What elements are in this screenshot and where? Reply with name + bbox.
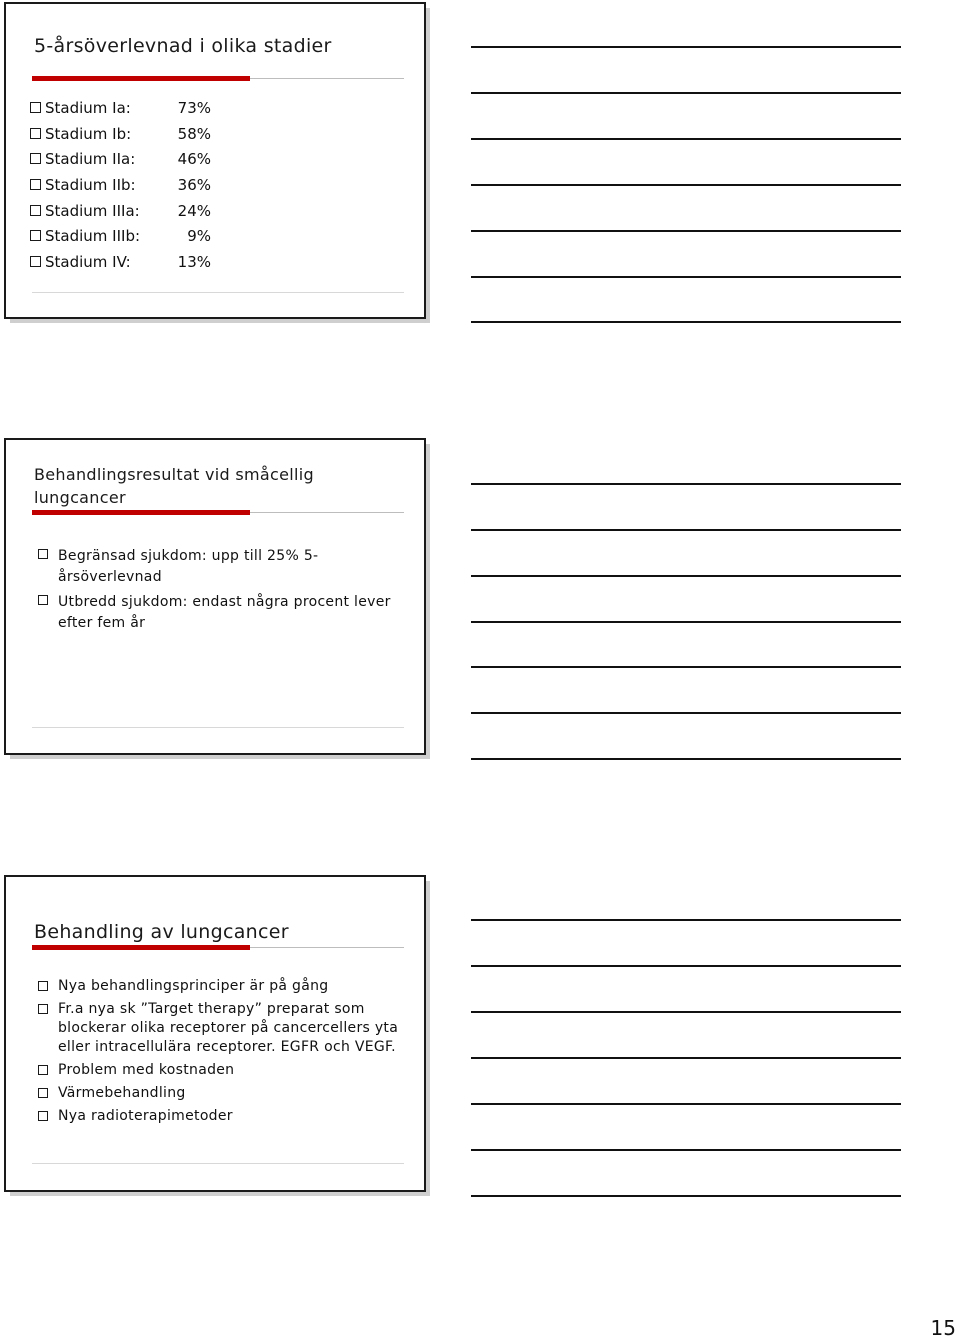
note-line [471, 1011, 901, 1013]
list-item: Nya radioterapimetoder [38, 1107, 413, 1126]
note-line [471, 1149, 901, 1151]
list-item: Stadium IIIb: 9% [30, 226, 211, 252]
checkbox-bullet-icon [30, 128, 41, 139]
title-rule [32, 945, 404, 950]
slide-2 [4, 438, 426, 755]
slide-title: 5-årsöverlevnad i olika stadier [34, 35, 332, 57]
footer-rule [32, 1163, 404, 1164]
note-line [471, 529, 901, 531]
checkbox-bullet-icon [30, 153, 41, 164]
note-line [471, 46, 901, 48]
checkbox-bullet-icon [30, 179, 41, 190]
slide-title: Behandlingsresultat vid småcellig lungcancer [34, 465, 314, 507]
slide-3 [4, 875, 426, 1192]
note-line [471, 919, 901, 921]
page-number: 15 [930, 1316, 956, 1340]
note-line [471, 92, 901, 94]
checkbox-bullet-icon [30, 102, 41, 113]
checkbox-bullet-icon [38, 981, 48, 991]
note-line [471, 1103, 901, 1105]
note-line [471, 1195, 901, 1197]
note-line [471, 1057, 901, 1059]
note-line [471, 621, 901, 623]
list-item: Stadium IIa: 46% [30, 149, 211, 175]
note-line [471, 230, 901, 232]
list-item: Fr.a nya sk ”Target therapy” preparat som blockerar olika receptorer på cancercellers yta eller intracellulära receptorer. EGFR och VEGF. [38, 1000, 413, 1057]
list-item: Stadium IIIa: 24% [30, 201, 211, 227]
note-line [471, 575, 901, 577]
note-line [471, 321, 901, 323]
list-item: Begränsad sjukdom: upp till 25% 5-årsöverlevnad [38, 546, 408, 588]
title-rule [32, 76, 404, 81]
list-item: Stadium IV: 13% [30, 252, 211, 278]
checkbox-bullet-icon [30, 230, 41, 241]
list-item: Utbredd sjukdom: endast några procent lever efter fem år [38, 592, 408, 634]
note-line [471, 758, 901, 760]
note-line [471, 712, 901, 714]
title-rule [32, 510, 404, 515]
list-item: Stadium Ib: 58% [30, 124, 211, 150]
note-line [471, 184, 901, 186]
stage-survival-list [30, 98, 211, 278]
footer-rule [32, 292, 404, 293]
note-line [471, 965, 901, 967]
checkbox-bullet-icon [38, 1065, 48, 1075]
note-line [471, 276, 901, 278]
checkbox-bullet-icon [38, 549, 48, 559]
slide-title: Behandling av lungcancer [34, 921, 289, 943]
list-item: Problem med kostnaden [38, 1061, 413, 1080]
list-item: Stadium IIb: 36% [30, 175, 211, 201]
note-line [471, 666, 901, 668]
checkbox-bullet-icon [38, 1088, 48, 1098]
list-item: Stadium Ia: 73% [30, 98, 211, 124]
checkbox-bullet-icon [38, 1111, 48, 1121]
checkbox-bullet-icon [30, 205, 41, 216]
checkbox-bullet-icon [30, 256, 41, 267]
checkbox-bullet-icon [38, 595, 48, 605]
bullet-list [38, 546, 408, 638]
checkbox-bullet-icon [38, 1004, 48, 1014]
slide-1 [4, 2, 426, 319]
bullet-list [38, 977, 413, 1130]
list-item: Värmebehandling [38, 1084, 413, 1103]
note-line [471, 483, 901, 485]
note-line [471, 138, 901, 140]
footer-rule [32, 727, 404, 728]
list-item: Nya behandlingsprinciper är på gång [38, 977, 413, 996]
